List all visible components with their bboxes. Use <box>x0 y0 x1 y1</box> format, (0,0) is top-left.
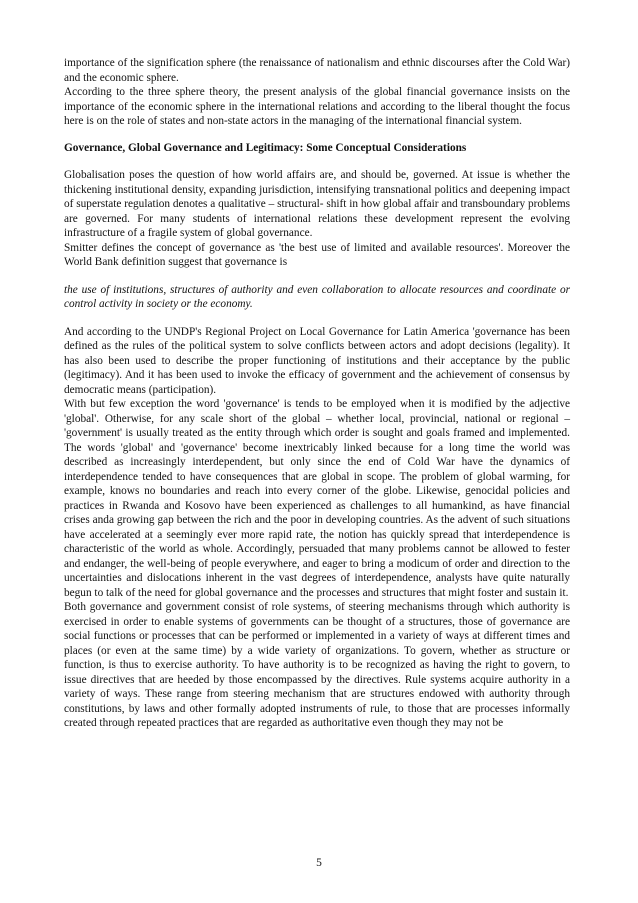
paragraph-smitter-definition: Smitter defines the concept of governance as 'the best use of limited and available resources'. Moreover the World Bank definition suggest that governance is <box>64 241 570 268</box>
block-quote-world-bank: the use of institutions, structures of authority and even collaboration to allocate resources and coordinate or control activity in society or the economy. <box>64 283 570 310</box>
paragraph-globalisation: Globalisation poses the question of how world affairs are, and should be, governed. At issue is whether the thickening institutional density, expanding jurisdiction, intensifying transnational politics and deepening impact of superstate regulation denotes a qualitative – structural- shift in how global affair and transboundary problems are governed. For many students of international relations these development represent the evolving infrastructure of a fragile system of global governance. <box>64 169 570 239</box>
paragraph-undp: And according to the UNDP's Regional Project on Local Governance for Latin America 'governance has been defined as the rules of the political system to solve conflicts between actors and adopt decisions (legality). It has also been used to describe the proper functioning of institutions and their acceptance by the public (legitimacy). And it has been used to invoke the efficacy of government and the achievement of consensus by democratic means (participation). <box>64 325 570 396</box>
document-page <box>64 56 570 731</box>
paragraph-three-sphere-theory: According to the three sphere theory, the present analysis of the global financial governance insists on the importance of the economic sphere in the international relations and according to the liberal thought the focus here is on the role of states and non-state actors in the managing of the international financial system. <box>64 86 570 127</box>
paragraph-global-governance: With but few exception the word 'governance' is tends to be employed when it is modified by the adjective 'global'. Otherwise, for any scale short of the global – whether local, provincial, national or regional – 'government' is usually treated as the entity through which order is sought and goals framed and implemented. The words 'global' and 'governance' become inextricably linked because for a long time the world was described as increasingly interdependent, but only since the end of Cold War have the dynamics of interdependence tended to have consequences that are global in scope. The problem of global warming, for example, knows no boundaries and reach into every corner of the globe. Likewise, genocidal policies and practices in Rwanda and Kosovo have been experienced as challenges to all humankind, as have financial crises anda growing gap between the rich and the poor in developing countries. As the advent of such situations have accelerated at a seemingly ever more rapid rate, the notion has quickly spread that interdependence is characteristic of the world as whole. Accordingly, persuaded that many problems cannot be allowed to fester and endanger, the well-being of people everywhere, and eager to bring a modicum of order and direction to the uncertainties and dislocations inherent in the vast degrees of interdependence, analysts have quite naturally begun to talk of the need for global governance and the processes and structures that might foster and sustain it. <box>64 398 570 599</box>
paragraph-role-systems: Both governance and government consist of role systems, of steering mechanisms through which authority is exercised in order to enable systems of governments can be thought of a structures, those of governance are social functions or processes that can be performed or implemented in a variety of ways at different times and places (or even at the same time) by a wide variety of organizations. To govern, whether as structure or function, is thus to exercise authority. To have authority is to be recognized as having the right to govern, to issue directives that are heeded by those encompassed by the directives. Rule systems acquire authority in a variety of ways. These range from steering mechanism that are structures endowed with authority through constitutions, by laws and other formally adopted instruments of rule, to those that are processes informally created through repeated practices that are regarded as authoritative even though they may not be <box>64 601 570 729</box>
page-number: 5 <box>316 857 322 869</box>
section-heading: Governance, Global Governance and Legitimacy: Some Conceptual Considerations <box>64 141 467 154</box>
paragraph-intro-continued: importance of the signification sphere (the renaissance of nationalism and ethnic discourses after the Cold War) and the economic sphere. <box>64 57 570 84</box>
